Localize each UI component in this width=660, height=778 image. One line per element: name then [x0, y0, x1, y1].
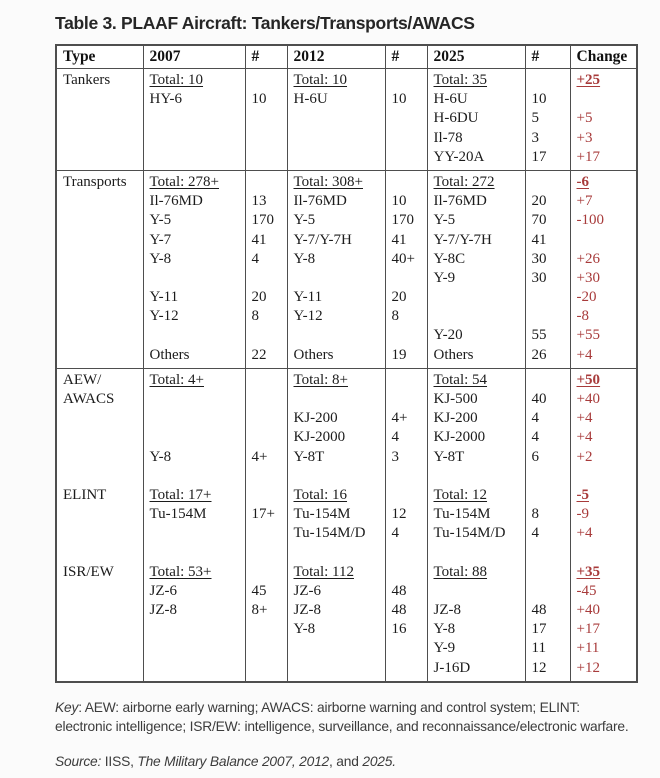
aircraft-name: Tu-154M: [149, 506, 207, 523]
cell-aew-elint-isrew-a25: [427, 368, 525, 682]
aircraft-name: Total: 17+: [149, 486, 212, 503]
count-value: 20: [391, 289, 407, 306]
cell-transports-n25: [525, 170, 570, 368]
empty-line: [150, 109, 243, 128]
change-value: +30: [576, 269, 600, 286]
empty-line: [63, 428, 141, 447]
empty-line: [252, 467, 285, 486]
empty-line: [252, 109, 285, 128]
count-value: 17: [531, 621, 547, 638]
empty-line: [434, 288, 523, 307]
empty-line: [252, 390, 285, 409]
empty-line: [434, 467, 523, 486]
aircraft-name: Y-8: [293, 250, 316, 267]
empty-line: [252, 486, 285, 505]
empty-line: [392, 148, 425, 167]
section-row-transports: [56, 170, 637, 368]
count-value: 8+: [251, 602, 268, 619]
empty-line: [392, 269, 425, 288]
empty-line: [150, 326, 243, 345]
aircraft-name: Y-7/Y-7H: [293, 231, 352, 248]
empty-line: [392, 563, 425, 582]
table-title: Table 3. PLAAF Aircraft: Tankers/Transports/AWACS: [55, 13, 475, 33]
count-value: 22: [251, 346, 267, 363]
empty-line: [63, 620, 141, 639]
change-value: -100: [576, 212, 604, 229]
empty-line: [252, 544, 285, 563]
count-value: 48: [391, 602, 407, 619]
empty-line: [577, 90, 635, 109]
empty-line: [392, 109, 425, 128]
count-value: 12: [531, 659, 547, 676]
empty-line: [577, 544, 635, 563]
empty-line: [392, 639, 425, 658]
count-value: 10: [531, 91, 547, 108]
empty-line: [63, 269, 141, 288]
empty-line: [434, 544, 523, 563]
change-value: +40: [576, 602, 600, 619]
empty-line: [294, 659, 383, 678]
col-header-count-2025: #: [525, 45, 570, 69]
source-note: [55, 752, 640, 771]
empty-line: [252, 563, 285, 582]
empty-line: [63, 639, 141, 658]
empty-line: [252, 620, 285, 639]
count-value: 19: [391, 346, 407, 363]
empty-line: [63, 544, 141, 563]
source-publisher: IISS,: [104, 753, 138, 769]
count-value: 4: [531, 429, 539, 446]
aircraft-name: Y-8: [433, 621, 456, 638]
count-value: 12: [391, 506, 407, 523]
empty-line: [532, 582, 568, 601]
count-value: 4: [391, 429, 399, 446]
aircraft-name: Tu-154M: [433, 506, 491, 523]
count-value: 4+: [251, 448, 268, 465]
aircraft-name: Il-76MD: [149, 193, 203, 210]
change-value: +4: [576, 346, 593, 363]
aircraft-name: Il-76MD: [293, 193, 347, 210]
aircraft-name: Y-8T: [293, 448, 325, 465]
count-value: 70: [531, 212, 547, 229]
aircraft-name: Y-7/Y-7H: [433, 231, 492, 248]
empty-line: [150, 620, 243, 639]
empty-line: [532, 371, 568, 390]
count-value: 20: [531, 193, 547, 210]
aircraft-name: Total: 272: [433, 173, 495, 190]
empty-line: [392, 173, 425, 192]
count-value: 4: [251, 250, 259, 267]
empty-line: [532, 288, 568, 307]
aircraft-name: Y-12: [149, 308, 179, 325]
empty-line: [294, 544, 383, 563]
aircraft-name: Y-11: [149, 289, 179, 306]
count-value: 40: [531, 391, 547, 407]
count-value: 26: [531, 346, 547, 363]
aircraft-name: Il-78: [433, 129, 463, 146]
count-value: 13: [251, 193, 267, 210]
cell-transports-a12: [287, 170, 385, 368]
cell-tankers-n07: [245, 69, 287, 171]
change-value: +5: [576, 110, 593, 127]
change-value: +3: [576, 129, 593, 146]
aircraft-name: H-6U: [293, 91, 328, 108]
count-value: 17: [531, 148, 547, 165]
empty-line: [252, 129, 285, 148]
aircraft-name: Total: 88: [433, 563, 488, 580]
count-value: 11: [531, 640, 546, 657]
change-value: -45: [576, 582, 597, 599]
table-body: [56, 69, 637, 682]
empty-line: [392, 467, 425, 486]
count-value: 170: [391, 212, 414, 229]
col-header-change: Change: [570, 45, 637, 69]
cell-aew-elint-isrew-n12: [385, 368, 427, 682]
cell-aew-elint-isrew-a12: [287, 368, 385, 682]
empty-line: [150, 639, 243, 658]
empty-line: [294, 148, 383, 167]
aircraft-name: JZ-8: [149, 602, 177, 619]
empty-line: [63, 192, 141, 211]
change-value: +12: [576, 659, 600, 676]
count-value: 17+: [251, 506, 275, 523]
empty-line: [434, 582, 523, 601]
empty-line: [532, 173, 568, 192]
aircraft-name: J-16D: [433, 659, 471, 676]
table-footer: [55, 698, 640, 771]
empty-line: [392, 326, 425, 345]
empty-line: [392, 371, 425, 390]
empty-line: [577, 231, 635, 250]
cell-tankers-a07: [143, 69, 245, 171]
empty-line: [252, 269, 285, 288]
count-value: 48: [391, 582, 407, 599]
empty-line: [252, 428, 285, 447]
type-label: Transports: [63, 173, 127, 190]
cell-transports-chg: [570, 170, 637, 368]
count-value: 41: [391, 231, 407, 248]
aircraft-name: JZ-6: [149, 582, 177, 599]
source-year: 2025.: [362, 753, 396, 769]
empty-line: [150, 269, 243, 288]
aircraft-name: YY-20A: [433, 148, 485, 165]
change-value: +7: [576, 193, 593, 210]
empty-line: [150, 544, 243, 563]
cell-aew-elint-isrew-a07: [143, 368, 245, 682]
empty-line: [63, 90, 141, 109]
empty-line: [150, 148, 243, 167]
empty-line: [294, 390, 383, 409]
empty-line: [532, 71, 568, 90]
change-value: -9: [576, 506, 589, 523]
source-label: Source:: [55, 753, 105, 769]
aircraft-name: Others: [149, 346, 190, 363]
empty-line: [252, 148, 285, 167]
empty-line: [392, 390, 425, 409]
count-value: 41: [531, 231, 547, 248]
count-value: 5: [531, 110, 539, 127]
cell-tankers-a12: [287, 69, 385, 171]
change-value: +35: [576, 563, 601, 580]
empty-line: [392, 71, 425, 90]
aircraft-name: Y-8: [293, 621, 316, 638]
change-value: -8: [576, 308, 589, 325]
key-note: [55, 698, 640, 736]
aircraft-name: Others: [433, 346, 474, 363]
empty-line: [294, 129, 383, 148]
aircraft-name: H-6U: [433, 91, 468, 108]
empty-line: [150, 659, 243, 678]
aircraft-name: Total: 4+: [149, 371, 204, 388]
change-value: +4: [576, 525, 593, 542]
col-header-2025: 2025: [427, 45, 525, 69]
count-value: 40+: [391, 250, 415, 267]
source-conjunction: , and: [329, 753, 363, 769]
cell-aew-elint-isrew-n25: [525, 368, 570, 682]
key-label: Key: [55, 699, 79, 715]
empty-line: [150, 467, 243, 486]
cell-aew-elint-isrew-chg: [570, 368, 637, 682]
empty-line: [63, 250, 141, 269]
empty-line: [294, 326, 383, 345]
empty-line: [532, 544, 568, 563]
cell-tankers-n12: [385, 69, 427, 171]
empty-line: [63, 467, 141, 486]
aircraft-name: Y-9: [433, 640, 456, 657]
empty-line: [252, 659, 285, 678]
empty-line: [392, 659, 425, 678]
empty-line: [150, 409, 243, 428]
aircraft-table: [55, 44, 638, 683]
count-value: 3: [391, 448, 399, 465]
aircraft-name: Y-8T: [433, 448, 465, 465]
empty-line: [252, 639, 285, 658]
count-value: 4: [531, 525, 539, 542]
change-value: -20: [576, 289, 597, 306]
change-value: -5: [576, 486, 589, 503]
empty-line: [252, 371, 285, 390]
empty-line: [63, 231, 141, 250]
empty-line: [63, 346, 141, 365]
aircraft-name: Total: 54: [433, 371, 488, 388]
aircraft-name: Y-9: [433, 269, 456, 286]
count-value: 45: [251, 582, 267, 599]
type-label: AEW/: [63, 371, 102, 388]
aircraft-name: Others: [293, 346, 334, 363]
cell-tankers-a25: [427, 69, 525, 171]
count-value: 8: [391, 308, 399, 325]
aircraft-name: Tu-154M/D: [433, 525, 506, 542]
cell-transports-type: [56, 170, 143, 368]
section-row-aew-elint-isrew: [56, 368, 637, 682]
count-value: 41: [251, 231, 267, 248]
aircraft-name: Total: 10: [293, 72, 348, 88]
aircraft-name: Total: 53+: [149, 563, 212, 580]
aircraft-name: KJ-200: [293, 410, 338, 427]
empty-line: [150, 390, 243, 409]
cell-transports-a07: [143, 170, 245, 368]
change-value: +2: [576, 448, 593, 465]
empty-line: [294, 269, 383, 288]
type-label: ELINT: [63, 486, 107, 503]
empty-line: [577, 467, 635, 486]
empty-line: [63, 326, 141, 345]
aircraft-name: Y-8: [149, 250, 172, 267]
type-label: ISR/EW: [63, 563, 114, 580]
aircraft-name: Total: 308+: [293, 173, 363, 190]
change-value: +11: [576, 640, 600, 657]
aircraft-name: KJ-2000: [433, 429, 486, 446]
aircraft-name: JZ-6: [293, 582, 321, 599]
aircraft-name: Y-8: [149, 448, 172, 465]
aircraft-name: Total: 16: [293, 486, 348, 503]
empty-line: [63, 288, 141, 307]
empty-line: [63, 211, 141, 230]
empty-line: [63, 659, 141, 678]
count-value: 8: [531, 506, 539, 523]
empty-line: [532, 307, 568, 326]
aircraft-name: Total: 35: [433, 72, 488, 88]
empty-line: [63, 307, 141, 326]
cell-aew-elint-isrew-type: [56, 368, 143, 682]
table-header-row: [56, 45, 637, 69]
empty-line: [294, 639, 383, 658]
aircraft-name: H-6DU: [433, 110, 479, 127]
cell-tankers-chg: [570, 69, 637, 171]
aircraft-name: Total: 12: [433, 486, 488, 503]
empty-line: [150, 524, 243, 543]
change-value: +40: [576, 391, 600, 407]
change-value: +4: [576, 410, 593, 427]
change-value: +50: [576, 371, 601, 388]
aircraft-name: Il-76MD: [433, 193, 487, 210]
aircraft-name: HY-6: [149, 91, 182, 108]
count-value: 55: [531, 327, 547, 344]
col-header-count-2012: #: [385, 45, 427, 69]
change-value: +25: [576, 72, 601, 88]
empty-line: [252, 326, 285, 345]
empty-line: [252, 409, 285, 428]
count-value: 10: [391, 91, 407, 108]
count-value: 30: [531, 250, 547, 267]
empty-line: [252, 71, 285, 90]
key-text: : AEW: airborne early warning; AWACS: airborne warning and control system; ELINT: electronic intelligence; ISR/EW: intelligence, surveillance, and reconnaissance/electronic warfare.: [55, 699, 629, 734]
aircraft-name: KJ-200: [433, 410, 478, 427]
empty-line: [252, 173, 285, 192]
aircraft-name: JZ-8: [293, 602, 321, 619]
col-header-count-2007: #: [245, 45, 287, 69]
count-value: 30: [531, 269, 547, 286]
change-value: +55: [576, 327, 600, 344]
aircraft-name: Y-12: [293, 308, 323, 325]
count-value: 3: [531, 129, 539, 146]
count-value: 8: [251, 308, 259, 325]
empty-line: [532, 486, 568, 505]
aircraft-name: Y-7: [149, 231, 172, 248]
empty-line: [63, 448, 141, 467]
aircraft-name: JZ-8: [433, 602, 461, 619]
change-value: +17: [576, 621, 600, 638]
empty-line: [294, 109, 383, 128]
count-value: 4: [531, 410, 539, 427]
empty-line: [63, 409, 141, 428]
empty-line: [63, 129, 141, 148]
source-title: The Military Balance 2007, 2012: [137, 753, 330, 769]
empty-line: [63, 524, 141, 543]
empty-line: [63, 601, 141, 620]
empty-line: [63, 582, 141, 601]
cell-transports-a25: [427, 170, 525, 368]
empty-line: [150, 428, 243, 447]
count-value: 10: [391, 193, 407, 210]
empty-line: [150, 129, 243, 148]
cell-transports-n12: [385, 170, 427, 368]
col-header-type: Type: [56, 45, 143, 69]
change-value: +26: [576, 250, 600, 267]
empty-line: [63, 148, 141, 167]
count-value: 20: [251, 289, 267, 306]
count-value: 4: [391, 525, 399, 542]
aircraft-name: Total: 10: [149, 72, 204, 88]
type-label: AWACS: [63, 391, 115, 407]
change-value: +17: [576, 148, 600, 165]
empty-line: [434, 307, 523, 326]
aircraft-name: KJ-500: [433, 391, 478, 407]
aircraft-name: Tu-154M: [293, 506, 351, 523]
empty-line: [532, 563, 568, 582]
aircraft-name: Y-5: [293, 212, 316, 229]
cell-tankers-n25: [525, 69, 570, 171]
empty-line: [392, 486, 425, 505]
empty-line: [392, 129, 425, 148]
section-row-tankers: [56, 69, 637, 171]
count-value: 10: [251, 91, 267, 108]
empty-line: [294, 467, 383, 486]
aircraft-name: Tu-154M/D: [293, 525, 366, 542]
count-value: 4+: [391, 410, 408, 427]
count-value: 6: [531, 448, 539, 465]
aircraft-name: Total: 8+: [293, 371, 348, 388]
empty-line: [63, 505, 141, 524]
cell-transports-n07: [245, 170, 287, 368]
count-value: 170: [251, 212, 274, 229]
aircraft-name: Y-5: [149, 212, 172, 229]
col-header-2012: 2012: [287, 45, 385, 69]
aircraft-name: Total: 112: [293, 563, 354, 580]
aircraft-name: Y-5: [433, 212, 456, 229]
col-header-2007: 2007: [143, 45, 245, 69]
empty-line: [252, 524, 285, 543]
change-value: -6: [576, 173, 589, 190]
empty-line: [532, 467, 568, 486]
aircraft-name: Total: 278+: [149, 173, 219, 190]
empty-line: [63, 109, 141, 128]
aircraft-name: KJ-2000: [293, 429, 346, 446]
cell-aew-elint-isrew-n07: [245, 368, 287, 682]
change-value: +4: [576, 429, 593, 446]
aircraft-name: Y-11: [293, 289, 323, 306]
cell-tankers-type: [56, 69, 143, 171]
empty-line: [392, 544, 425, 563]
aircraft-name: Y-8C: [433, 250, 466, 267]
count-value: 48: [531, 602, 547, 619]
type-label: Tankers: [63, 72, 111, 88]
aircraft-name: Y-20: [433, 327, 463, 344]
count-value: 16: [391, 621, 407, 638]
